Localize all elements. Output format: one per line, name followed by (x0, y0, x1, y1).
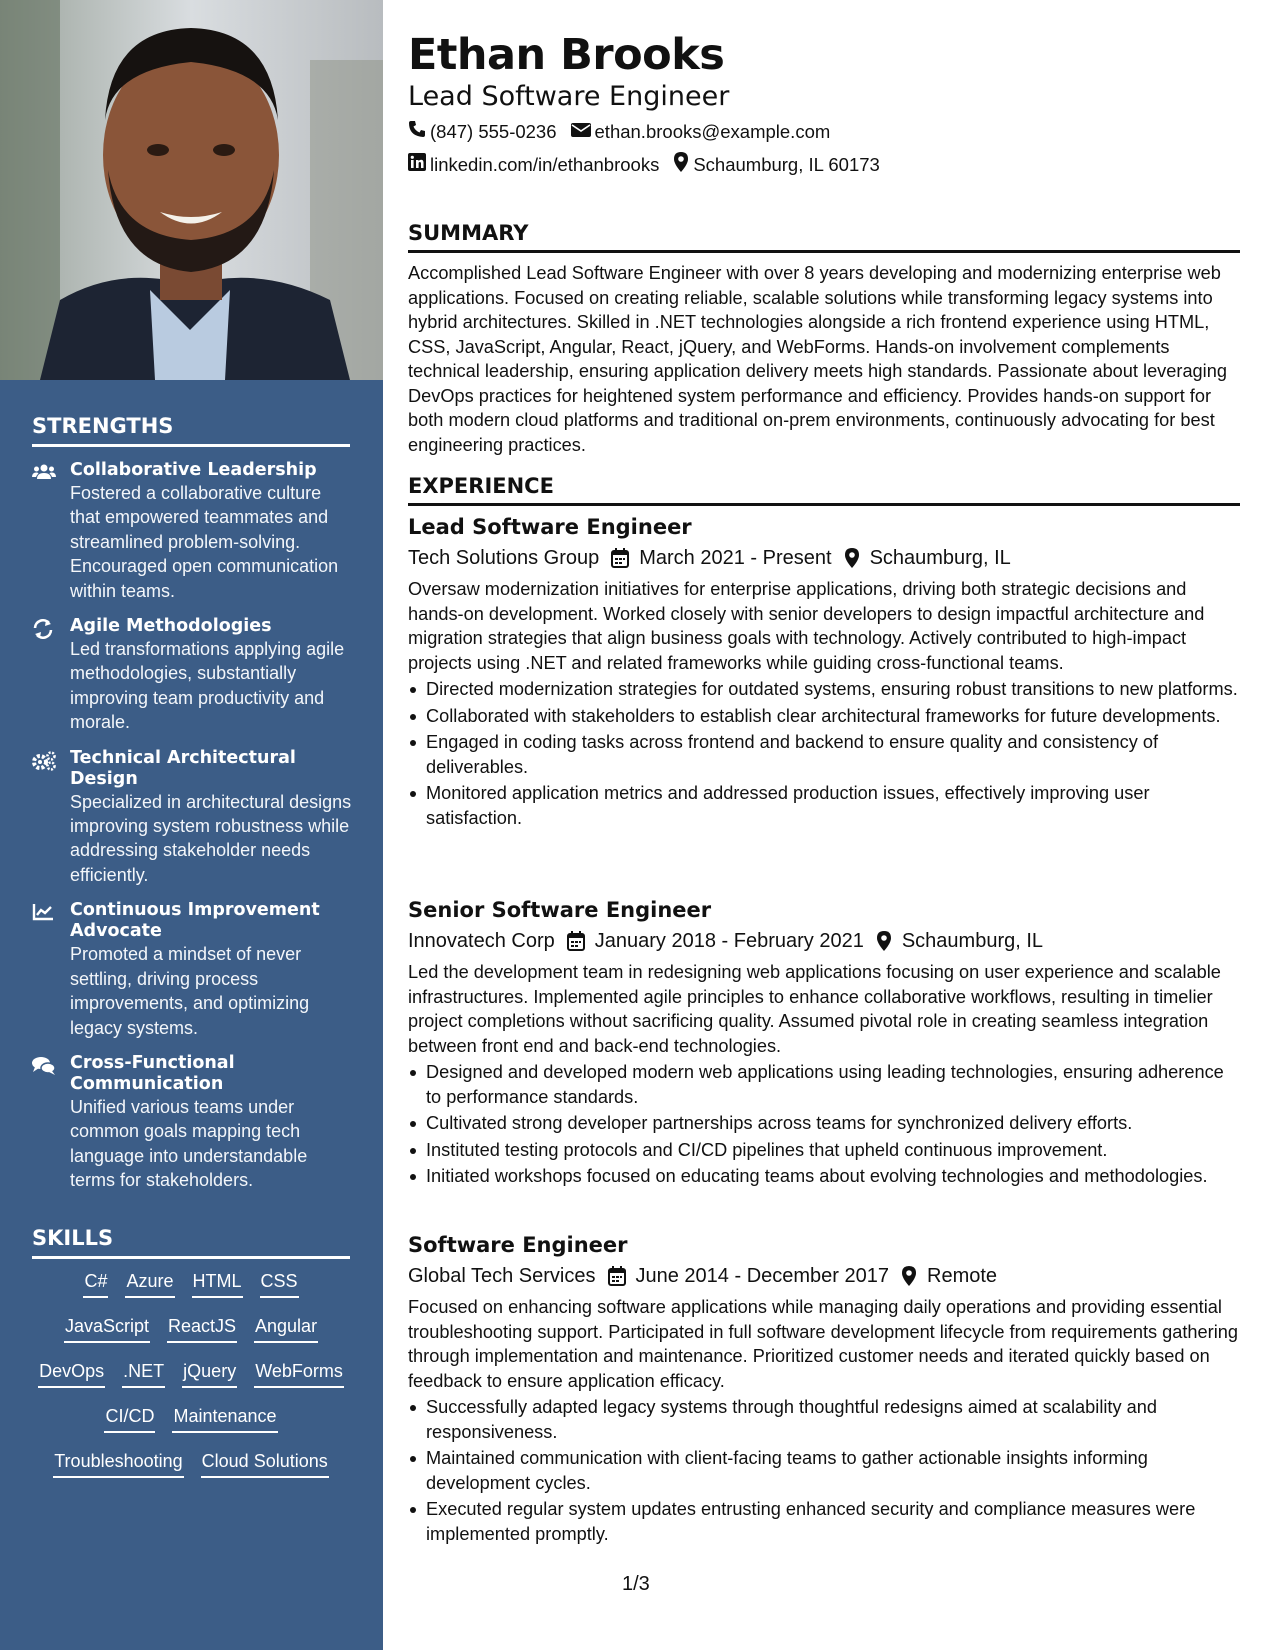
list-item: Cultivated strong developer partnerships across teams for synchronized delivery efforts. (408, 1111, 1240, 1136)
strength-item (32, 748, 354, 888)
list-item: Instituted testing protocols and CI/CD pipelines that upheld continuous improvement. (408, 1138, 1240, 1163)
job-role: Senior Software Engineer (408, 898, 712, 922)
skill-tag: jQuery (182, 1360, 237, 1388)
users-icon (32, 460, 70, 486)
job-entry (408, 512, 1240, 832)
skill-tag: Cloud Solutions (201, 1450, 329, 1478)
map-pin-icon (901, 1266, 917, 1286)
map-pin-icon (673, 152, 693, 177)
skill-tag: DevOps (38, 1360, 105, 1388)
cogs-icon (32, 748, 70, 776)
calendar-icon (608, 1266, 626, 1286)
strength-title: Cross-Functional Communication (70, 1052, 235, 1094)
skills-heading: SKILLS (32, 1226, 350, 1259)
chart-line-icon (32, 900, 70, 926)
linkedin-link[interactable]: linkedin.com/in/ethanbrooks (430, 153, 660, 175)
candidate-title: Lead Software Engineer (408, 81, 730, 112)
skill-tag: ReactJS (167, 1315, 237, 1343)
skill-tag: WebForms (254, 1360, 344, 1388)
skill-tag: HTML (192, 1270, 243, 1298)
sidebar (0, 0, 383, 1650)
strength-description: Specialized in architectural designs improving system robustness while addressing stakeholder needs efficiently. (70, 791, 352, 885)
strength-title: Continuous Improvement Advocate (70, 900, 320, 942)
skill-tag: Angular (254, 1315, 318, 1343)
skill-tag: CI/CD (104, 1405, 155, 1433)
comments-icon (32, 1053, 70, 1081)
strength-description: Led transformations applying agile methodologies, substantially improving team productivity and morale. (70, 639, 345, 733)
strength-description: Unified various teams under common goals mapping tech language into understandable terms for stakeholders. (70, 1096, 308, 1191)
strength-title: Agile Methodologies (70, 616, 272, 637)
list-item: Executed regular system updates entrusting enhanced security and compliance measures were implemented promptly. (408, 1497, 1240, 1546)
job-role: Software Engineer (408, 1233, 628, 1257)
calendar-icon (567, 931, 585, 951)
skills-list (32, 1270, 350, 1495)
job-description: Oversaw modernization initiatives for enterprise applications, driving both strategic decisions and hands-on development. Worked closely with senior developers to design impactful architecture and migration strategies that align business goals with technology. Actively contributed to high-impact projects using .NET and related frameworks while guiding cross-functional teams. (408, 579, 1205, 673)
contact-row (408, 152, 894, 177)
job-bullets (408, 1060, 1240, 1189)
job-description: Focused on enhancing software applications while managing daily operations and providing essential troubleshooting support. Participated in full software development lifecycle from requirements gathering through implementation and maintenance. Prioritized customer needs and iterated quickly based on feedback to ensure application efficacy. (408, 1297, 1238, 1391)
candidate-name: Ethan Brooks (408, 30, 725, 80)
page-number: 1/3 (622, 1573, 650, 1595)
envelope-icon (571, 121, 595, 143)
skill-tag: .NET (122, 1360, 165, 1388)
list-item: Designed and developed modern web applications using leading technologies, ensuring adherence to performance standards. (408, 1060, 1240, 1109)
email-link[interactable]: ethan.brooks@example.com (594, 120, 831, 142)
sync-icon (32, 616, 70, 644)
job-description: Led the development team in redesigning web applications focusing on user experience and scalable infrastructures. Implemented agile principles to enhance collaborative workflows, resulting in timelier project completions without sacrificing quality. Assumed pivotal role in creating seamless integration between front end and back-end technologies. (408, 962, 1221, 1056)
job-location: Schaumburg, IL (869, 547, 1011, 569)
skill-tag: CSS (260, 1270, 299, 1298)
strengths-list (32, 460, 354, 1206)
company-name: Innovatech Corp (408, 930, 555, 952)
phone-icon (408, 120, 430, 143)
job-dates: March 2021 - Present (639, 547, 832, 569)
job-bullets (408, 1395, 1240, 1546)
strength-item (32, 460, 354, 603)
strength-description: Promoted a mindset of never settling, driving process improvements, and optimizing legacy systems. (70, 944, 310, 1038)
skill-tag: C# (83, 1270, 108, 1298)
company-name: Global Tech Services (408, 1265, 596, 1287)
list-item: Engaged in coding tasks across frontend and backend to ensure quality and consistency of deliverables. (408, 730, 1240, 779)
strength-item (32, 616, 354, 735)
skill-tag: Azure (125, 1270, 174, 1298)
job-location: Remote (927, 1265, 998, 1287)
job-role: Lead Software Engineer (408, 515, 692, 539)
list-item: Monitored application metrics and addressed production issues, effectively improving user satisfaction. (408, 781, 1240, 830)
strengths-heading: STRENGTHS (32, 414, 350, 447)
strength-title: Collaborative Leadership (70, 460, 317, 480)
profile-photo (0, 0, 383, 380)
company-name: Tech Solutions Group (408, 547, 600, 569)
map-pin-icon (876, 931, 892, 951)
skill-tag: JavaScript (64, 1315, 150, 1343)
job-bullets (408, 677, 1240, 830)
phone-number[interactable]: (847) 555-0236 (430, 120, 557, 142)
job-entry (408, 895, 1240, 1191)
skill-tag: Troubleshooting (53, 1450, 183, 1478)
map-pin-icon (844, 548, 860, 568)
experience-heading: EXPERIENCE (408, 473, 1240, 506)
list-item: Maintained communication with client-facing teams to gather actionable insights informing development cycles. (408, 1446, 1240, 1495)
list-item: Successfully adapted legacy systems through thoughtful redesigns aimed at scalability and responsiveness. (408, 1395, 1240, 1444)
job-dates: June 2014 - December 2017 (635, 1265, 889, 1287)
strength-title: Technical Architectural Design (70, 747, 296, 789)
linkedin-icon (408, 153, 430, 176)
contact-row (408, 120, 844, 143)
calendar-icon (611, 548, 629, 568)
list-item: Initiated workshops focused on educating teams about evolving technologies and methodologies. (408, 1164, 1240, 1189)
strength-description: Fostered a collaborative culture that empowered teammates and streamlined problem-solving. Encouraged open communication within teams. (70, 483, 339, 601)
summary-text: Accomplished Lead Software Engineer with over 8 years developing and modernizing enterprise web applications. Focused on creating reliable, scalable solutions while transforming legacy systems into hybrid architectures. Skilled in .NET technologies alongside a rich frontend experience using HTML, CSS, JavaScript, Angular, React, jQuery, and WebForms. Hands-on involvement complements technical leadership, ensuring application delivery meets high standards. Passionate about leveraging DevOps practices for heightened system performance and efficiency. Provides hands-on support for both modern cloud platforms and traditional on-prem environments, continuously advocating for best engineering practices. (408, 263, 1227, 455)
list-item: Collaborated with stakeholders to establish clear architectural frameworks for future developments. (408, 704, 1240, 729)
job-location: Schaumburg, IL (901, 930, 1044, 952)
summary-heading: SUMMARY (408, 220, 1240, 253)
job-dates: January 2018 - February 2021 (594, 930, 864, 952)
job-entry (408, 1230, 1240, 1548)
list-item: Directed modernization strategies for outdated systems, ensuring robust transitions to new platforms. (408, 677, 1240, 702)
strength-item (32, 900, 354, 1040)
skill-tag: Maintenance (172, 1405, 277, 1433)
strength-item (32, 1053, 354, 1193)
location-text: Schaumburg, IL 60173 (693, 153, 880, 175)
